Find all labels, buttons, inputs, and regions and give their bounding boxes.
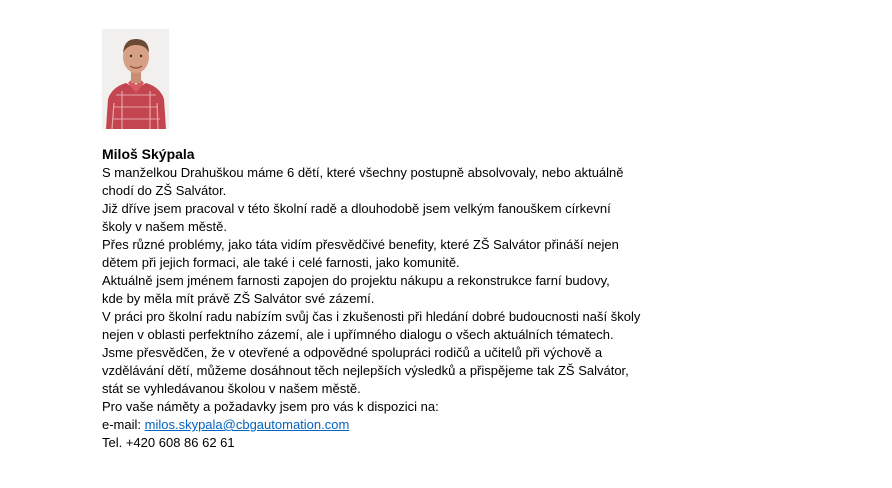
phone-line: Tel. +420 608 86 62 61 — [102, 435, 235, 450]
text-line: Jsme přesvědčen, že v otevřené a odpovědné spolupráci rodičů a učitelů při výchově a — [102, 345, 603, 360]
text-line: dětem při jejich formaci, ale také i celé farnosti, jako komunitě. — [102, 255, 460, 270]
portrait-photo — [102, 29, 169, 129]
text-line: Aktuálně jsem jménem farnosti zapojen do projektu nákupu a rekonstrukce farní budovy, — [102, 273, 610, 288]
email-line — [102, 416, 702, 434]
email-link[interactable]: milos.skypala@cbgautomation.com — [144, 417, 350, 432]
text-line: S manželkou Drahuškou máme 6 dětí, které všechny postupně absolvovaly, nebo aktuálně — [102, 165, 624, 180]
person-name: Miloš Skýpala — [102, 146, 195, 162]
text-line: školy v našem městě. — [102, 219, 227, 234]
text-line: vzdělávání dětí, můžeme dosáhnout těch nejlepších výsledků a přispějeme tak ZŠ Salvátor, — [102, 363, 629, 378]
text-line: Přes různé problémy, jako táta vidím přesvědčivé benefity, které ZŠ Salvátor přináší nejen — [102, 237, 619, 252]
text-line: Již dříve jsem pracoval v této školní radě a dlouhodobě jsem velkým fanouškem církevní — [102, 201, 611, 216]
text-line: Pro vaše náměty a požadavky jsem pro vás k dispozici na: — [102, 399, 439, 414]
person-icon — [102, 29, 169, 129]
text-line: chodí do ZŠ Salvátor. — [102, 183, 227, 198]
text-line: stát se vyhledávanou školou v našem městě. — [102, 381, 361, 396]
email-label: e-mail: — [102, 417, 145, 432]
profile-text — [102, 144, 702, 452]
text-line: kde by měla mít právě ZŠ Salvátor své zázemí. — [102, 291, 375, 306]
text-line: V práci pro školní radu nabízím svůj čas i zkušenosti při hledání dobré budoucnosti naší školy — [102, 309, 641, 324]
text-line: nejen v oblasti perfektního zázemí, ale i upřímného dialogu o všech aktuálních tématech. — [102, 327, 614, 342]
